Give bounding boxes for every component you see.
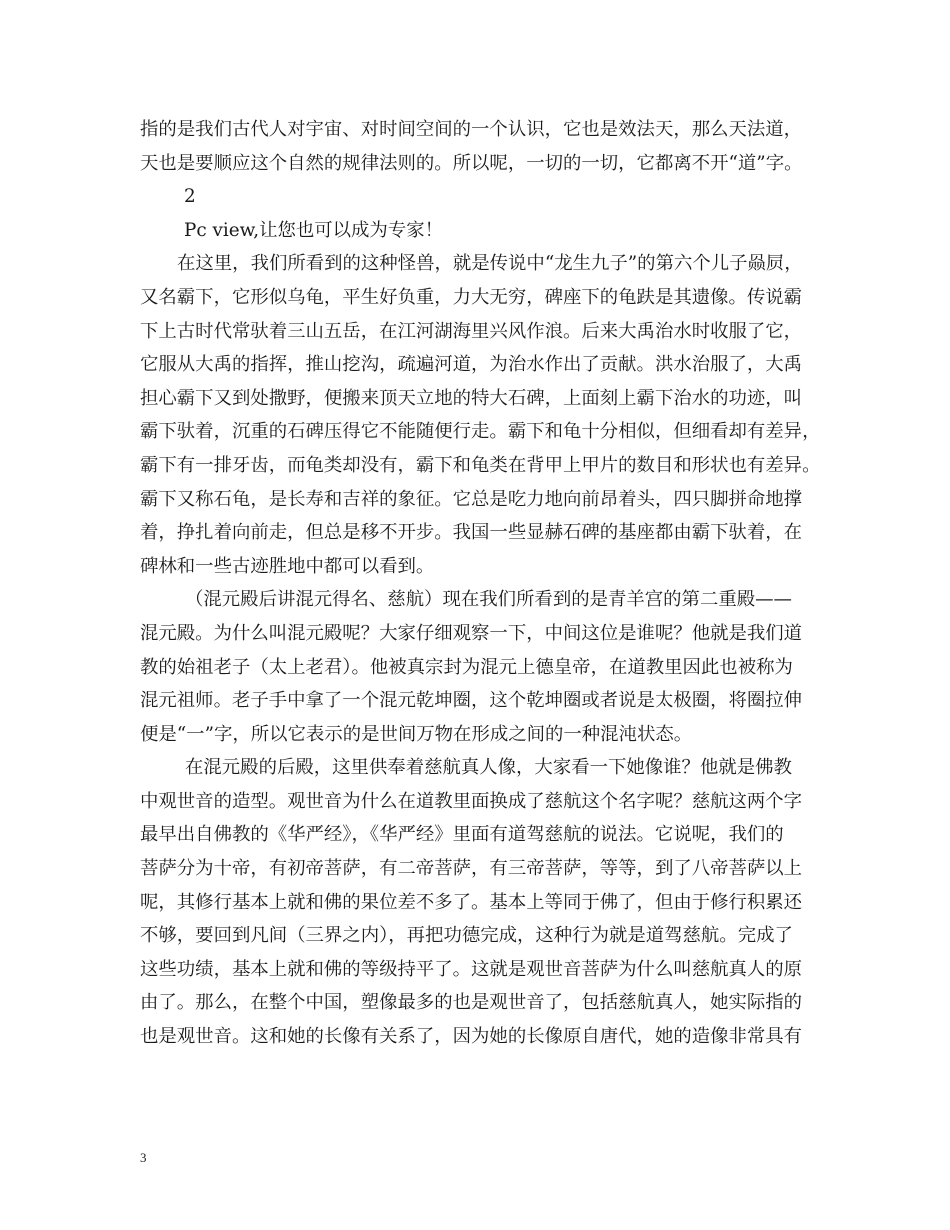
text-line: 又名霸下，它形似乌龟，平生好负重，力大无穷，碑座下的龟趺是其遗像。传说霸 xyxy=(140,286,803,308)
text-line: 不够，要回到凡间（三界之内），再把功德完成，这种行为就是道驾慈航。完成了 xyxy=(140,925,793,947)
text-line: 混元祖师。老子手中拿了一个混元乾坤圈，这个乾坤圈或者说是太极圈，将圈拉伸 xyxy=(140,690,803,712)
text-line: 在这里，我们所看到的这种怪兽，就是传说中“龙生九子”的第六个儿子赑屃， xyxy=(177,253,803,275)
text-line: 便是“一”字，所以它表示的是世间万物在形成之间的一种混沌状态。 xyxy=(140,723,693,745)
section-number xyxy=(140,180,830,214)
text-line: 由了。那么，在整个中国，塑像最多的也是观世音了，包括慈航真人，她实际指的 xyxy=(140,992,803,1014)
text-line: 这些功绩，基本上就和佛的等级持平了。这就是观世音菩萨为什么叫慈航真人的原 xyxy=(140,958,803,980)
text-line: 着，挣扎着向前走，但总是移不开步。我国一些显赫石碑的基座都由霸下驮着，在 xyxy=(140,522,803,544)
text-line: 它服从大禹的指挥，推山挖沟，疏遍河道，为治水作出了贡献。洪水治服了，大禹 xyxy=(140,354,803,376)
text-line: 下上古时代常驮着三山五岳，在江河湖海里兴风作浪。后来大禹治水时收服了它， xyxy=(140,320,803,342)
text-line: 在混元殿的后殿，这里供奉着慈航真人像，大家看一下她像谁？他就是佛教 xyxy=(185,757,792,779)
text-line: 天也是要顺应这个自然的规律法则的。所以呢，一切的一切，它都离不开“道”字。 xyxy=(140,152,803,174)
text-line: 中观世音的造型。观世音为什么在道教里面换成了慈航这个名字呢？慈航这两个字 xyxy=(140,790,803,812)
paragraph-top xyxy=(140,113,830,180)
slogan xyxy=(140,214,830,248)
text-line: 混元殿。为什么叫混元殿呢？大家仔细观察一下，中间这位是谁呢？他就是我们道 xyxy=(140,622,803,644)
text-line: 霸下驮着，沉重的石碑压得它不能随便行走。霸下和龟十分相似，但细看却有差异， xyxy=(140,421,821,443)
text-line: 担心霸下又到处撒野，便搬来顶天立地的特大石碑，上面刻上霸下治水的功迹，叫 xyxy=(140,387,803,409)
text-line: （混元殿后讲混元得名、慈航）现在我们所看到的是青羊宫的第二重殿—— xyxy=(185,589,792,611)
paragraph-cihang xyxy=(140,751,830,1053)
text-line: 指的是我们古代人对宇宙、对时间空间的一个认识，它也是效法天，那么天法道， xyxy=(140,119,803,140)
text-line: 呢，其修行基本上就和佛的果位差不多了。基本上等同于佛了，但由于修行积累还 xyxy=(140,891,803,913)
paragraph-bixi xyxy=(140,247,830,583)
text-line: 菩萨分为十帝，有初帝菩萨，有二帝菩萨，有三帝菩萨，等等，到了八帝菩萨以上 xyxy=(140,858,803,880)
section-number-text: 2 xyxy=(184,186,196,208)
text-line: 霸下又称石龟，是长寿和吉祥的象征。它总是吃力地向前昂着头，四只脚拼命地撑 xyxy=(140,488,803,510)
page-number: 3 xyxy=(140,1150,147,1165)
text-line: 碑林和一些古迹胜地中都可以看到。 xyxy=(140,555,435,577)
paragraph-hunyuan xyxy=(140,583,830,751)
text-line: 最早出自佛教的《华严经》，《华严经》里面有道驾慈航的说法。它说呢，我们的 xyxy=(140,824,784,846)
text-line: 霸下有一排牙齿，而龟类却没有，霸下和龟类在背甲上甲片的数目和形状也有差异。 xyxy=(140,454,821,476)
slogan-text: Pc view,让您也可以成为专家！ xyxy=(184,219,443,241)
text-line: 也是观世音。这和她的长像有关系了，因为她的长像原自唐代，她的造像非常具有 xyxy=(140,1026,803,1048)
document-body xyxy=(140,113,830,1054)
text-line: 教的始祖老子（太上老君）。他被真宗封为混元上德皇帝，在道教里因此也被称为 xyxy=(140,656,793,678)
